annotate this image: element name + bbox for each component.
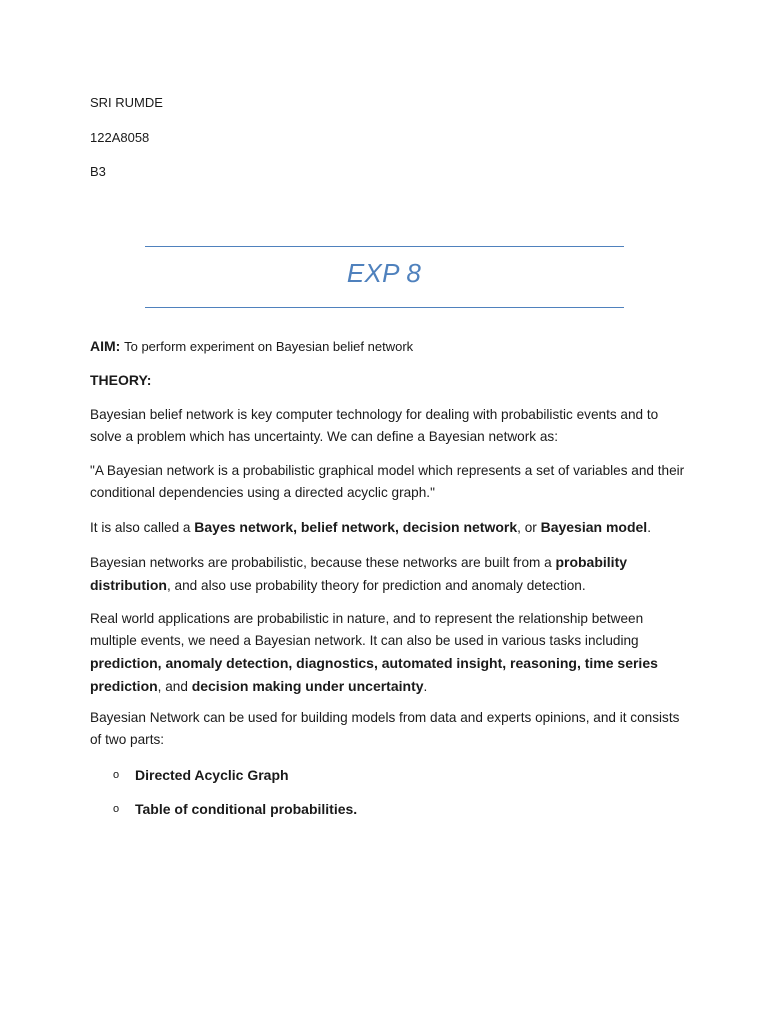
- list-item-label: Table of conditional probabilities.: [135, 801, 358, 817]
- bullet-marker: o: [113, 769, 120, 781]
- p5-mid: , and: [157, 679, 192, 694]
- aim-text: To perform experiment on Bayesian belief network: [124, 339, 414, 354]
- aim-line: [90, 335, 690, 358]
- theory-paragraph-6: Bayesian Network can be used for building models from data and experts opinions, and it consists of two parts:: [90, 710, 680, 747]
- p3-post: .: [647, 520, 651, 535]
- theory-paragraph-5: [90, 608, 690, 698]
- batch: B3: [90, 164, 106, 179]
- p3-bold-2: Bayesian model: [540, 519, 648, 535]
- theory-heading: [90, 369, 690, 392]
- title-bottom-rule: [145, 307, 624, 308]
- bullet-marker: o: [113, 803, 120, 815]
- theory-paragraph-1: Bayesian belief network is key computer technology for dealing with probabilistic events and to solve a problem which has uncertainty. We can define a Bayesian network as:: [90, 407, 659, 444]
- p5-bold-2: decision making under uncertainty: [191, 678, 424, 694]
- theory-paragraph-3: [90, 516, 690, 539]
- roll-number: 122A8058: [90, 130, 150, 145]
- title-top-rule: [145, 246, 624, 247]
- list-item-label: Directed Acyclic Graph: [135, 767, 289, 783]
- p5-bold-1: prediction, anomaly detection, diagnostics, automated insight, reasoning, time series prediction: [90, 655, 658, 694]
- p5-post: .: [423, 679, 428, 694]
- p4-bold-1: probability distribution: [90, 554, 628, 593]
- theory-paragraph-4: [90, 551, 690, 597]
- list-item: [90, 798, 690, 820]
- p3-mid: , or: [517, 520, 541, 535]
- page-title: EXP 8: [346, 258, 422, 288]
- p5-pre: Real world applications are probabilistic in nature, and to represent the relationship between multiple events, we need a Bayesian network. It can also be used in various tasks including: [90, 611, 644, 648]
- p4-pre: Bayesian networks are probabilistic, because these networks are built from a: [90, 555, 556, 570]
- list-item: [90, 764, 690, 786]
- p4-post: , and also use probability theory for prediction and anomaly detection.: [167, 578, 586, 593]
- theory-heading-text: THEORY:: [90, 372, 152, 388]
- aim-label: AIM:: [90, 338, 121, 354]
- theory-paragraph-2: "A Bayesian network is a probabilistic graphical model which represents a set of variables and their conditional dependencies using a directed acyclic graph.": [90, 463, 685, 500]
- p3-pre: It is also called a: [90, 520, 195, 535]
- p3-bold-1: Bayes network, belief network, decision network: [194, 519, 518, 535]
- student-name: SRI RUMDE: [90, 95, 163, 110]
